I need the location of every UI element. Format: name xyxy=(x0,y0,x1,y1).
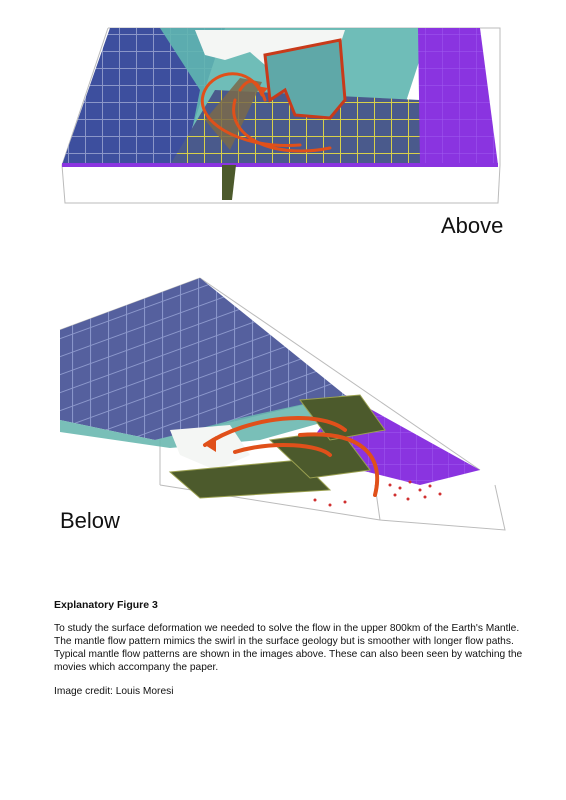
caption-title: Explanatory Figure 3 xyxy=(54,599,158,611)
figure-label-below: Below xyxy=(60,508,120,533)
figure-label-above: Above xyxy=(441,213,504,238)
caption xyxy=(54,599,524,709)
caption-body: To study the surface deformation we needed to solve the flow in the upper 800km of the Earth's Mantle. The mantle flow pattern mimics the swirl in the surface geology but is smoother with longer flow paths. Typical mantle flow patterns are shown in the images above. These can also been seen by watching the movies which accompany the paper. xyxy=(54,623,523,673)
caption-credit: Image credit: Louis Moresi xyxy=(54,686,174,697)
